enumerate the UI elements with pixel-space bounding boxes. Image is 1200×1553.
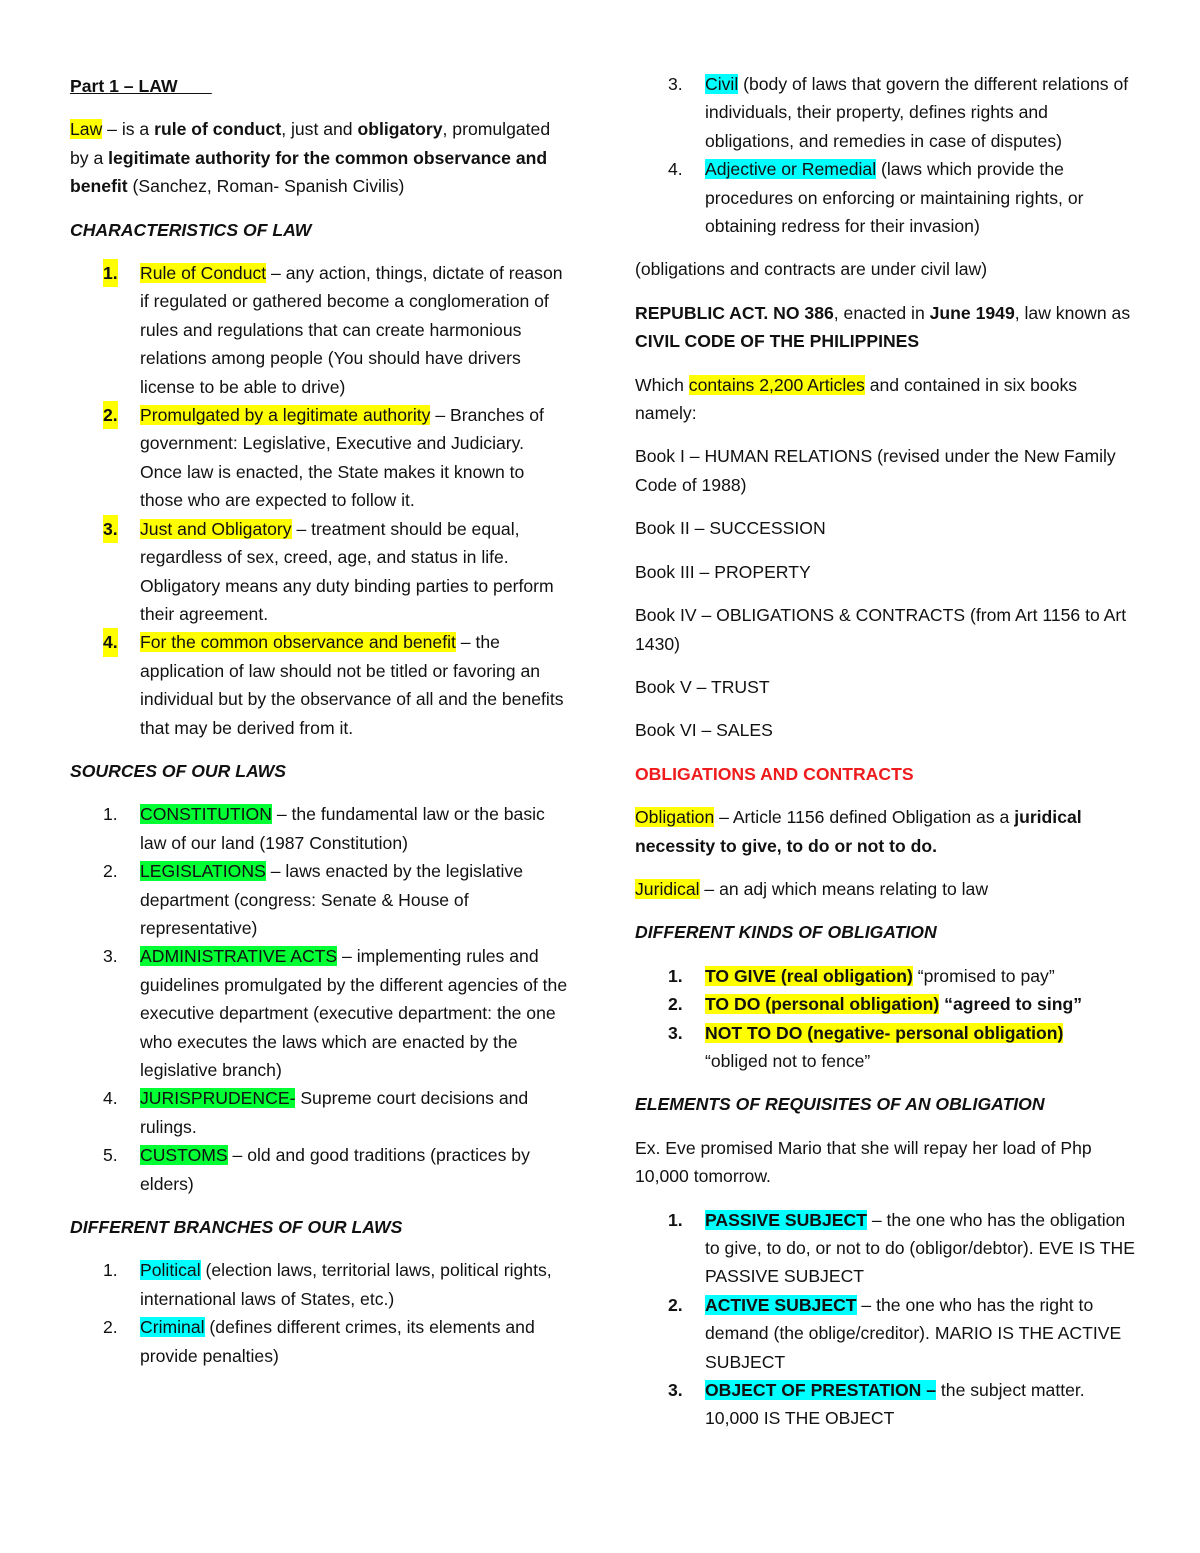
list-item	[70, 401, 570, 515]
sources-title: SOURCES OF OUR LAWS	[70, 760, 287, 781]
list-item-text: the subject matter. 10,000 IS THE OBJECT	[705, 1380, 1085, 1429]
list-item	[70, 515, 570, 629]
list-item-label: JURISPRUDENCE-	[140, 1088, 296, 1109]
list-number: 2.	[668, 1294, 683, 1315]
book-item: Book IV – OBLIGATIONS & CONTRACTS (from Art 1156 to Art 1430)	[635, 605, 1127, 654]
list-item-text: Supreme court decisions and rulings.	[140, 1088, 529, 1137]
kinds-title: DIFFERENT KINDS OF OBLIGATION	[635, 922, 937, 943]
right-column	[635, 70, 1135, 1433]
list-item-label: ACTIVE SUBJECT	[705, 1294, 857, 1315]
list-number: 4.	[103, 1088, 118, 1109]
list-item-label: CUSTOMS	[140, 1145, 228, 1166]
list-number: 3.	[103, 515, 118, 543]
list-item-text: (defines different crimes, its elements and provide penalties)	[140, 1317, 535, 1366]
list-item-label: Criminal	[140, 1317, 205, 1338]
list-item-text: – old and good traditions (practices by elders)	[140, 1145, 530, 1194]
list-number: 3.	[668, 1380, 683, 1401]
list-item	[635, 1376, 1135, 1433]
characteristics-title: CHARACTERISTICS OF LAW	[70, 219, 312, 240]
list-item-text: “promised to pay”	[912, 965, 1055, 986]
list-item-text: “agreed to sing”	[939, 994, 1082, 1015]
list-number: 2.	[668, 994, 683, 1015]
list-item-label: Just and Obligatory	[140, 518, 292, 539]
list-number: 2.	[103, 861, 118, 882]
book-item: Book V – TRUST	[635, 676, 770, 697]
list-item-text: – the application of law should not be titled or favoring an individual but by the observance of all and the benefits that may be derived from it.	[140, 632, 564, 738]
list-item-text: – the fundamental law or the basic law of our land (1987 Constitution)	[140, 804, 545, 853]
list-item-text: – implementing rules and guidelines promulgated by the different agencies of the executive department (executive department: the one who executes the laws which are enacted by the legislative branch)	[140, 946, 568, 1080]
list-item-label: LEGISLATIONS	[140, 861, 266, 882]
oc-title: OBLIGATIONS AND CONTRACTS	[635, 763, 914, 784]
list-number: 3.	[103, 946, 118, 967]
left-column	[70, 70, 570, 1370]
list-item-label: ADMINISTRATIVE ACTS	[140, 946, 338, 967]
list-item	[635, 1019, 1135, 1076]
list-item-label: TO DO (personal obligation)	[705, 994, 940, 1015]
list-item-text: – the one who has the right to demand (the oblige/creditor). MARIO IS THE ACTIVE SUBJECT	[705, 1294, 1122, 1372]
list-item-text: – the one who has the obligation to give, to do, or not to do (obligor/debtor). EVE IS THE PASSIVE SUBJECT	[705, 1209, 1135, 1287]
elements-list	[635, 1206, 1135, 1433]
list-item-text: – laws enacted by the legislative department (congress: Senate & House of representative)	[140, 861, 524, 938]
branches-list-continued	[635, 70, 1135, 240]
branches-title: DIFFERENT BRANCHES OF OUR LAWS	[70, 1217, 403, 1238]
page-heading: Part 1 – LAW	[70, 76, 178, 96]
kinds-list	[635, 962, 1135, 1076]
list-item-text: (election laws, territorial laws, political rights, international laws of States, etc.)	[140, 1260, 552, 1309]
list-item-text: – Branches of government: Legislative, Executive and Judiciary. Once law is enacted, the State makes it known to those who are expected to follow it.	[140, 405, 544, 511]
list-item-label: For the common observance and benefit	[140, 632, 456, 653]
list-number: 1.	[103, 259, 118, 287]
list-item-label: CONSTITUTION	[140, 804, 272, 825]
list-number: 1.	[668, 965, 683, 986]
branches-list	[70, 1256, 570, 1370]
list-number: 3.	[668, 1022, 683, 1043]
juridical-definition: Juridical – an adj which means relating to law	[635, 878, 989, 899]
list-number: 5.	[103, 1145, 118, 1166]
list-item	[70, 857, 570, 942]
example-text: Ex. Eve promised Mario that she will repay her load of Php 10,000 tomorrow.	[635, 1137, 1092, 1187]
list-item-text: (body of laws that govern the different relations of individuals, their property, defines rights and obligations, and remedies in case of disputes)	[705, 74, 1129, 151]
list-item-text: – treatment should be equal, regardless of sex, creed, age, and status in life. Obligatory means any duty binding parties to perform their agreement.	[140, 518, 554, 624]
list-item	[70, 1313, 570, 1370]
articles-count: Which contains 2,200 Articles and contained in six books namely:	[635, 374, 1078, 424]
list-item-text: “obliged not to fence”	[705, 1050, 871, 1071]
list-item	[635, 1291, 1135, 1376]
list-number: 4.	[103, 628, 118, 656]
list-item	[635, 70, 1135, 155]
book-item: Book III – PROPERTY	[635, 561, 811, 582]
list-item-label: NOT TO DO (negative- personal obligation)	[705, 1022, 1064, 1043]
list-number: 2.	[103, 401, 118, 429]
list-item-label: PASSIVE SUBJECT	[705, 1209, 867, 1230]
list-item	[70, 1141, 570, 1198]
list-item	[635, 155, 1135, 240]
list-item	[70, 1084, 570, 1141]
sources-list	[70, 800, 570, 1198]
list-item	[70, 628, 570, 742]
list-number: 1.	[103, 1260, 118, 1281]
list-item-label: TO GIVE (real obligation)	[705, 965, 913, 986]
list-item-label: Rule of Conduct	[140, 263, 267, 284]
list-item	[70, 259, 570, 401]
list-item-text: (laws which provide the procedures on enforcing or maintaining rights, or obtaining redress for their invasion)	[705, 159, 1084, 237]
book-item: Book I – HUMAN RELATIONS (revised under the New Family Code of 1988)	[635, 446, 1116, 495]
law-definition: Law – is a rule of conduct, just and obligatory, promulgated by a legitimate authority for the common observance and benefit (Sanchez, Roman- Spanish Civilis)	[70, 119, 551, 197]
elements-title: ELEMENTS OF REQUISITES OF AN OBLIGATION	[635, 1094, 1045, 1115]
list-item-label: Adjective or Remedial	[705, 159, 877, 180]
list-number: 3.	[668, 74, 683, 94]
list-item-label: Political	[140, 1260, 201, 1281]
republic-act: REPUBLIC ACT. NO 386, enacted in June 1949, law known as CIVIL CODE OF THE PHILIPPINES	[635, 302, 1131, 352]
list-number: 4.	[668, 159, 683, 180]
list-number: 2.	[103, 1317, 118, 1338]
list-item-text: – any action, things, dictate of reason if regulated or gathered become a conglomeration of rules and regulations that can create harmonious relations among people (You should have drivers license to be able to drive)	[140, 263, 563, 397]
book-item: Book VI – SALES	[635, 720, 773, 741]
list-item	[70, 1256, 570, 1313]
obligation-definition: Obligation – Article 1156 defined Obligation as a juridical necessity to give, to do or not to do.	[635, 807, 1082, 856]
list-number: 1.	[668, 1209, 683, 1230]
civil-law-note: (obligations and contracts are under civil law)	[635, 259, 988, 280]
books-list	[635, 442, 1135, 744]
list-item-label: Promulgated by a legitimate authority	[140, 405, 431, 426]
list-item	[70, 942, 570, 1084]
list-item	[70, 800, 570, 857]
list-item-label: OBJECT OF PRESTATION –	[705, 1380, 937, 1401]
book-item: Book II – SUCCESSION	[635, 518, 826, 539]
list-number: 1.	[103, 804, 118, 825]
characteristics-list	[70, 259, 570, 742]
list-item-label: Civil	[705, 74, 739, 94]
law-term: Law	[70, 119, 103, 140]
list-item	[635, 962, 1135, 990]
list-item	[635, 990, 1135, 1018]
list-item	[635, 1206, 1135, 1291]
